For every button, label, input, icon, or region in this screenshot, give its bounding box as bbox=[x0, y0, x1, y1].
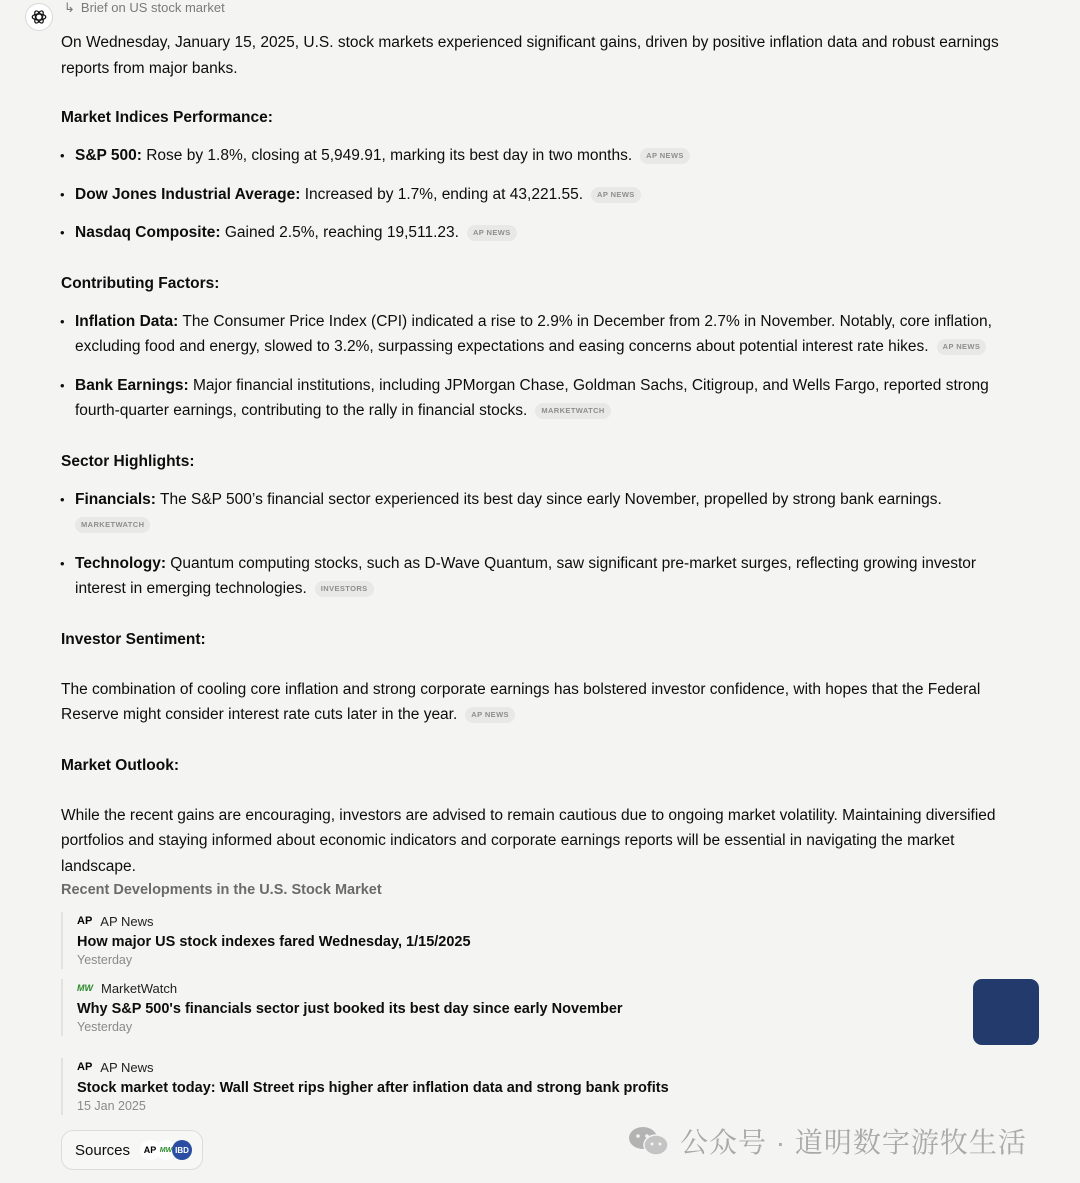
sentiment-paragraph: The combination of cooling core inflation and strong corporate earnings has bolstered investor confidence, with hopes that the Federal Reserve might consider interest rate cuts later in the year. AP NEWS bbox=[61, 680, 981, 723]
assistant-response bbox=[61, 30, 1031, 879]
news-card[interactable] bbox=[61, 1058, 669, 1115]
citation-badge[interactable]: AP NEWS bbox=[591, 187, 641, 203]
assistant-avatar bbox=[25, 3, 53, 31]
news-source: AP AP News bbox=[77, 1059, 154, 1075]
reply-arrow-icon: ↳ bbox=[64, 0, 75, 15]
citation-badge[interactable]: MARKETWATCH bbox=[75, 517, 150, 533]
news-card[interactable] bbox=[61, 912, 471, 969]
section-heading-outlook: Market Outlook: bbox=[61, 756, 179, 774]
sectors-list bbox=[61, 487, 1031, 602]
watermark: 公众号 · 道明数字游牧生活 bbox=[628, 1121, 1027, 1161]
news-card[interactable] bbox=[61, 979, 623, 1036]
ibd-source-icon: IBD bbox=[172, 1140, 192, 1160]
section-heading-sentiment: Investor Sentiment: bbox=[61, 630, 206, 648]
indices-list bbox=[61, 143, 1031, 246]
news-source: AP AP News bbox=[77, 913, 154, 929]
factors-list bbox=[61, 309, 1031, 424]
ap-logo-icon: AP bbox=[77, 1061, 93, 1073]
list-item: • Financials: The S&P 500’s financial sector experienced its best day since early November, propelled by strong bank earnings. MARKETWATCH bbox=[61, 487, 1031, 538]
sources-button[interactable] bbox=[61, 1130, 203, 1170]
section-heading-factors: Contributing Factors: bbox=[61, 274, 220, 292]
source-icons bbox=[140, 1140, 192, 1160]
news-headline[interactable]: Why S&P 500's financials sector just booked its best day since early November bbox=[77, 1001, 623, 1017]
ap-source-icon: AP bbox=[140, 1140, 160, 1160]
citation-badge[interactable]: AP NEWS bbox=[937, 339, 987, 355]
recent-developments-title: Recent Developments in the U.S. Stock Market bbox=[61, 882, 382, 898]
floating-action-button[interactable] bbox=[973, 979, 1039, 1045]
news-source: MW MarketWatch bbox=[77, 980, 178, 996]
marketwatch-logo-icon: MW bbox=[77, 983, 93, 993]
news-date: Yesterday bbox=[77, 953, 133, 967]
section-heading-sectors: Sector Highlights: bbox=[61, 452, 195, 470]
citation-badge[interactable]: AP NEWS bbox=[465, 707, 515, 723]
outlook-paragraph: While the recent gains are encouraging, investors are advised to remain cautious due to ongoing market volatility. Maintaining diversified portfolios and staying informed about economic indicators and corporate earnings reports will be essential in navigating the market landscape. bbox=[61, 806, 996, 875]
list-item: • Dow Jones Industrial Average: Increased by 1.7%, ending at 43,221.55. AP NEWS bbox=[61, 182, 1031, 208]
citation-badge[interactable]: INVESTORS bbox=[315, 581, 374, 597]
sources-label: Sources bbox=[75, 1141, 131, 1159]
intro-paragraph: On Wednesday, January 15, 2025, U.S. stock markets experienced significant gains, driven by positive inflation data and robust earnings reports from major banks. bbox=[61, 34, 999, 77]
list-item: • Technology: Quantum computing stocks, such as D-Wave Quantum, saw significant pre-market surges, reflecting growing investor interest in emerging technologies. INVESTORS bbox=[61, 551, 1031, 602]
openai-logo-icon bbox=[30, 8, 48, 26]
user-query: ↳ Brief on US stock market bbox=[64, 0, 225, 15]
list-item: • Inflation Data: The Consumer Price Index (CPI) indicated a rise to 2.9% in December from 2.7% in November. Notably, core inflation, excluding food and energy, slowed to 3.2%, surpassing expectations and easing concerns about potential interest rate hikes. AP NEWS bbox=[61, 309, 1031, 360]
list-item: • Bank Earnings: Major financial institutions, including JPMorgan Chase, Goldman Sachs, Citigroup, and Wells Fargo, reported strong fourth-quarter earnings, contributing to the rally in financial stocks. MARKETWATCH bbox=[61, 373, 1031, 424]
section-heading-indices: Market Indices Performance: bbox=[61, 109, 273, 126]
ap-logo-icon: AP bbox=[77, 915, 93, 927]
list-item: • S&P 500: Rose by 1.8%, closing at 5,949.91, marking its best day in two months. AP NEWS bbox=[61, 143, 1031, 169]
marketwatch-source-icon: MW bbox=[156, 1140, 176, 1160]
news-date: 15 Jan 2025 bbox=[77, 1099, 146, 1113]
wechat-icon bbox=[628, 1125, 670, 1157]
news-date: Yesterday bbox=[77, 1020, 133, 1034]
news-headline[interactable]: Stock market today: Wall Street rips higher after inflation data and strong bank profits bbox=[77, 1080, 669, 1096]
citation-badge[interactable]: AP NEWS bbox=[640, 148, 690, 164]
citation-badge[interactable]: AP NEWS bbox=[467, 225, 517, 241]
list-item: • Nasdaq Composite: Gained 2.5%, reaching 19,511.23. AP NEWS bbox=[61, 220, 1031, 246]
citation-badge[interactable]: MARKETWATCH bbox=[535, 403, 610, 419]
news-headline[interactable]: How major US stock indexes fared Wednesday, 1/15/2025 bbox=[77, 934, 471, 950]
